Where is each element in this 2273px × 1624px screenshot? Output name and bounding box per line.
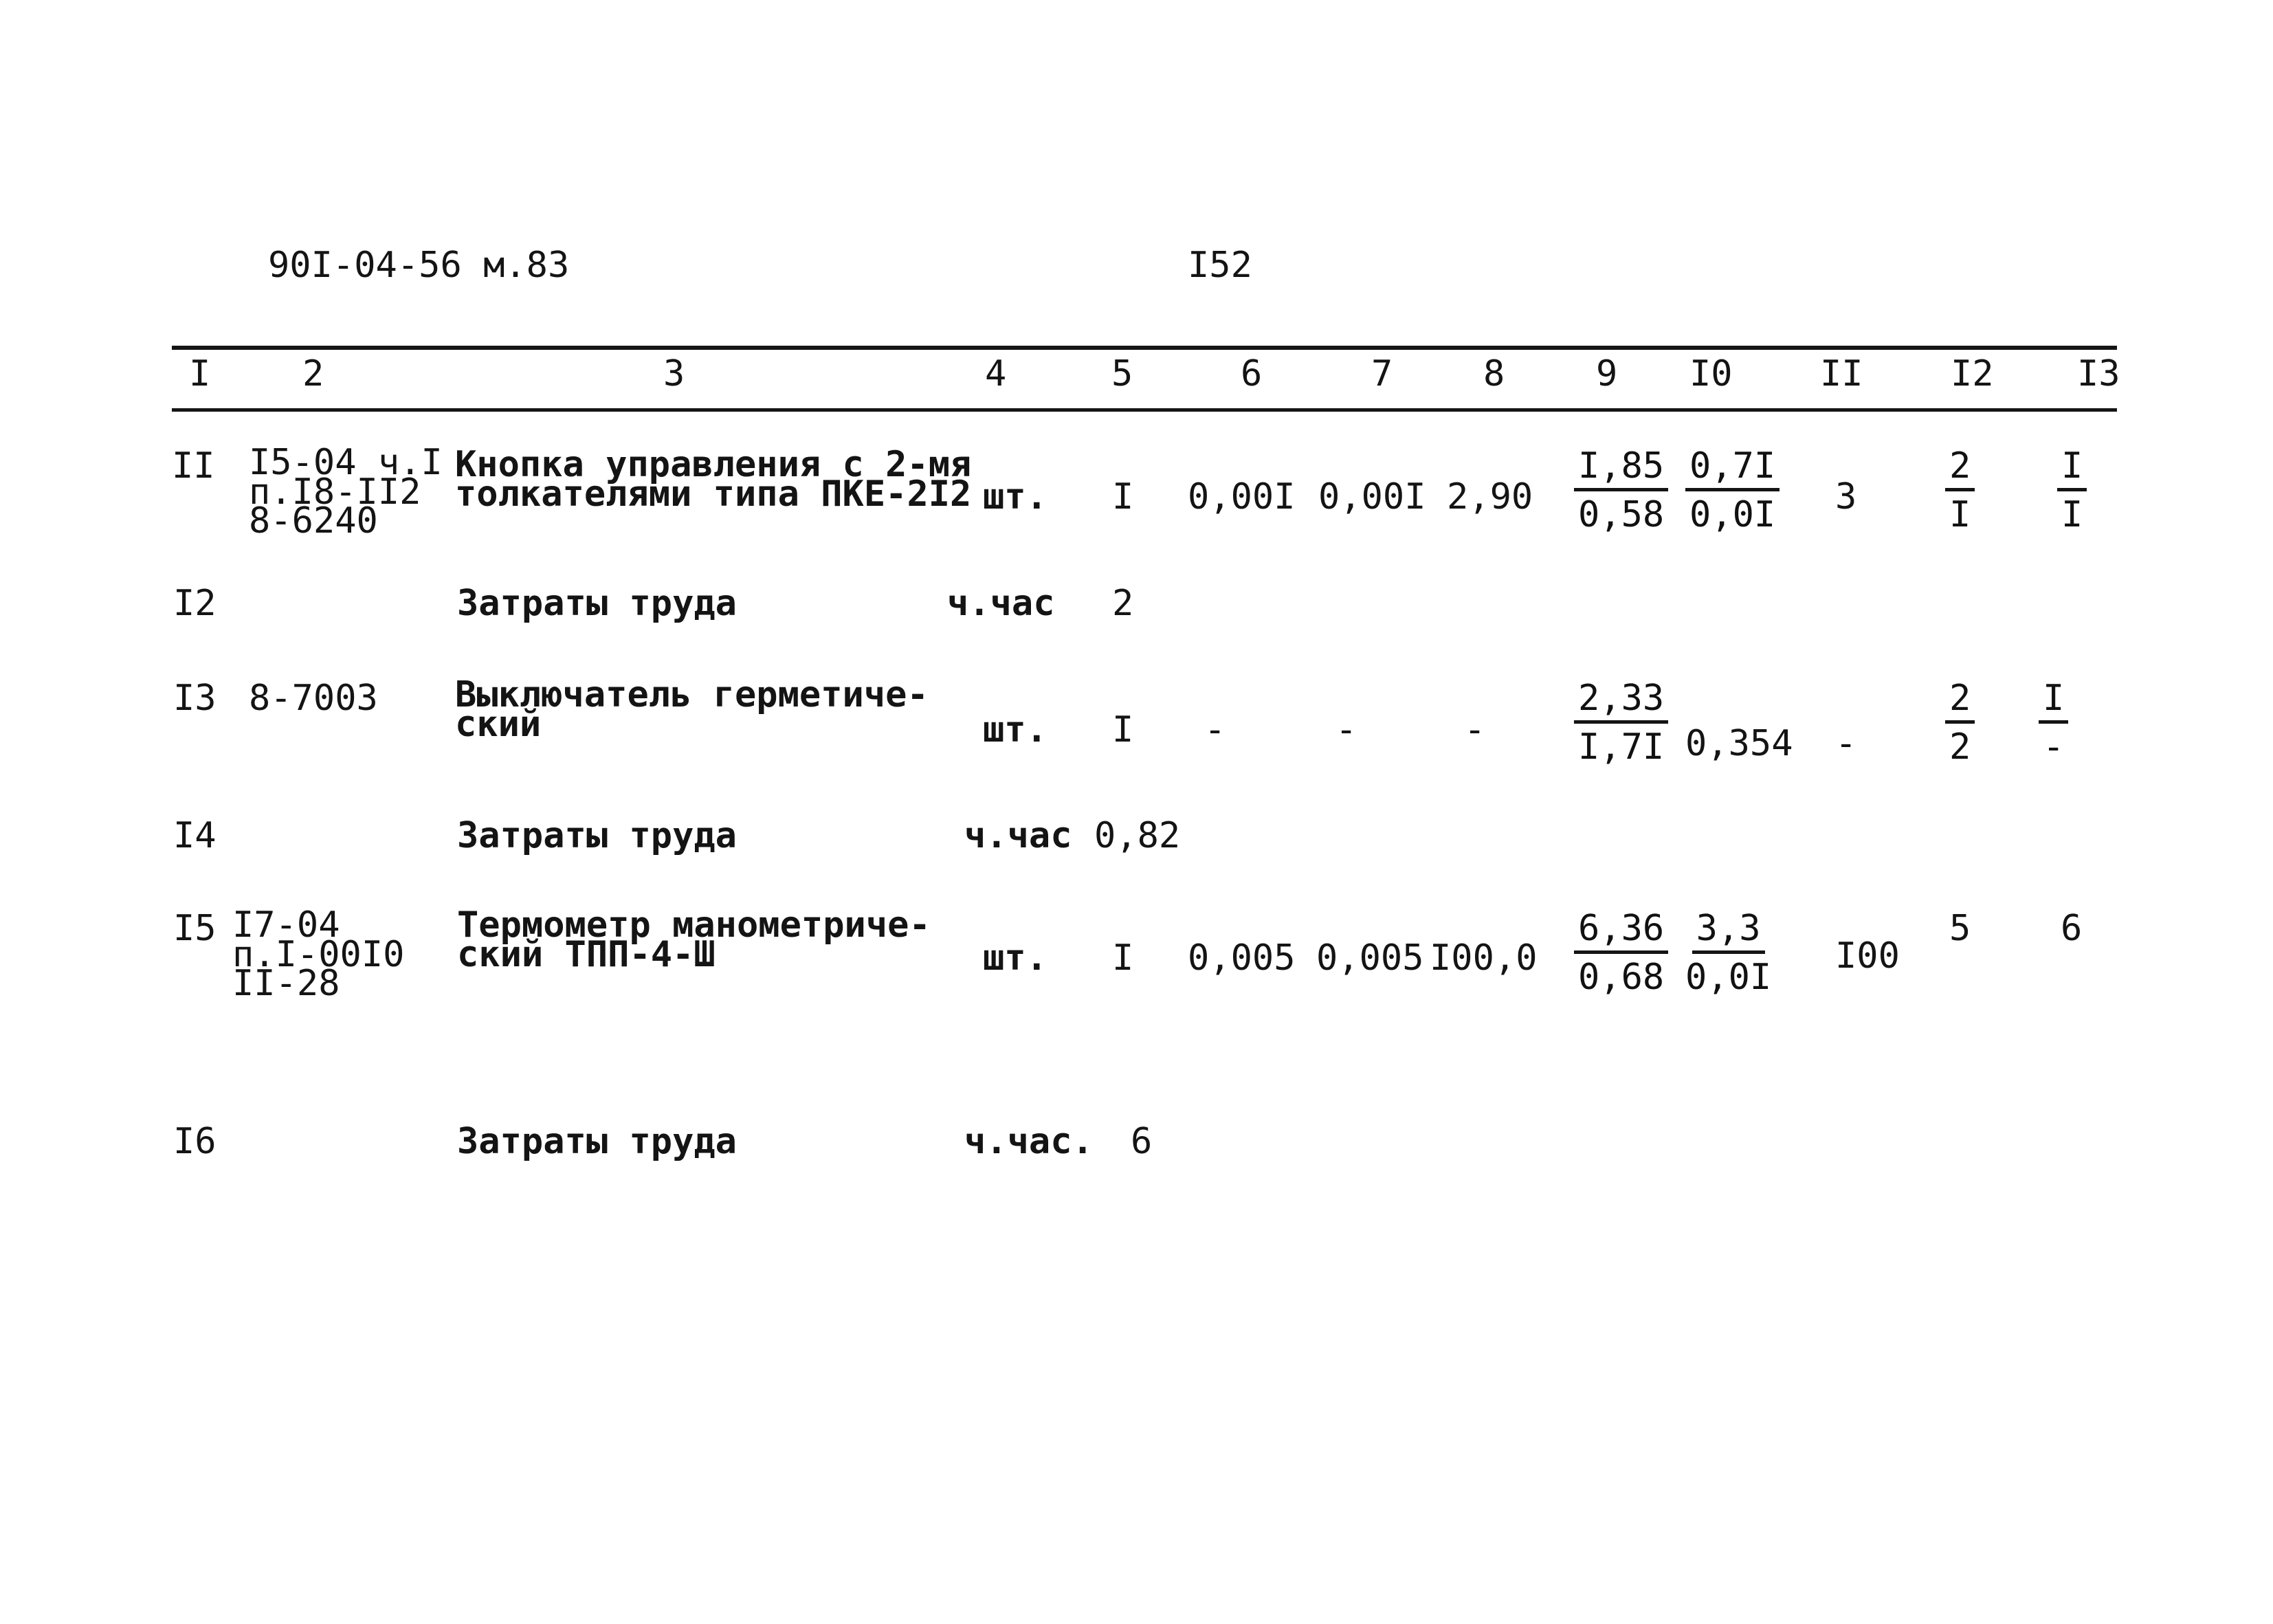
- ref-line: п.I8-II2: [249, 471, 421, 513]
- row-number: I3: [173, 678, 217, 719]
- row-number: I6: [173, 1121, 217, 1162]
- row-name: [455, 444, 972, 515]
- fraction-denominator: 0,0I: [1685, 957, 1772, 998]
- row-name: Затраты труда: [457, 583, 737, 624]
- fraction-denominator: 0,68: [1578, 957, 1665, 998]
- fraction-denominator: 0,58: [1578, 494, 1665, 535]
- fraction-denominator: I,7I: [1578, 726, 1665, 768]
- ref-line: п.I-00I0: [232, 933, 405, 975]
- row-col13-fraction: [2039, 678, 2068, 768]
- row-qty: I: [1112, 709, 1134, 750]
- row-unit: ч.час: [964, 815, 1072, 856]
- fraction-denominator: I: [2061, 494, 2083, 535]
- row-number: I5: [173, 908, 217, 949]
- row-col6: -: [1204, 709, 1226, 750]
- row-col10-fraction: [1685, 445, 1779, 535]
- col-header-7: 7: [1371, 353, 1393, 394]
- row-ref: [232, 904, 405, 1005]
- row-name: Затраты труда: [457, 1121, 737, 1162]
- fraction-denominator: -: [2043, 726, 2065, 768]
- row-number: II: [172, 445, 215, 487]
- col-header-10: I0: [1689, 353, 1733, 394]
- row-col9-fraction: [1574, 908, 1668, 998]
- page-number: I52: [1188, 245, 1252, 286]
- ref-line: I7-04: [232, 904, 340, 946]
- fraction-denominator: 0,0I: [1689, 494, 1776, 535]
- table-header-rule: [172, 408, 2117, 412]
- row-number: I4: [173, 815, 217, 856]
- fraction-numerator: I: [2057, 448, 2087, 491]
- row-qty: 6: [1131, 1121, 1153, 1162]
- row-unit: ч.час: [947, 583, 1055, 624]
- col-header-3: 3: [663, 353, 685, 394]
- row-unit: шт.: [983, 709, 1047, 750]
- fraction-numerator: 6,36: [1574, 911, 1668, 954]
- row-qty: I: [1112, 476, 1134, 518]
- row-col13: 6: [2061, 908, 2083, 949]
- row-ref: [249, 442, 443, 542]
- fraction-numerator: I,85: [1574, 448, 1668, 491]
- fraction-numerator: 2: [1945, 680, 1975, 724]
- row-unit: шт.: [983, 476, 1047, 518]
- row-col13-fraction: [2057, 445, 2087, 535]
- row-col11: 3: [1835, 476, 1857, 518]
- row-col6: 0,00I: [1188, 476, 1296, 518]
- table-top-rule: [172, 346, 2117, 350]
- row-qty: 0,82: [1094, 815, 1181, 856]
- ref-line: II-28: [232, 963, 340, 1005]
- col-header-11: II: [1820, 353, 1863, 394]
- row-col6: 0,005: [1188, 937, 1296, 979]
- ref-line: I5-04 ч.I: [249, 442, 443, 483]
- document-code: 90I-04-56 м.83: [268, 245, 570, 286]
- fraction-denominator: I: [1949, 494, 1971, 535]
- fraction-numerator: 3,3: [1692, 911, 1765, 954]
- col-header-9: 9: [1596, 353, 1618, 394]
- row-unit: шт.: [983, 937, 1047, 979]
- col-header-2: 2: [302, 353, 324, 394]
- name-line: Выключатель герметиче-: [455, 674, 929, 715]
- col-header-4: 4: [985, 353, 1007, 394]
- row-col12: 5: [1949, 908, 1971, 949]
- row-name: [455, 674, 929, 745]
- name-line: Кнопка управления с 2-мя: [455, 444, 972, 485]
- row-col8: -: [1464, 709, 1486, 750]
- row-col9-fraction: [1574, 678, 1668, 768]
- row-col7: 0,00I: [1318, 476, 1426, 518]
- row-col10-fraction: [1685, 908, 1772, 998]
- name-line: Термометр манометриче-: [457, 904, 931, 946]
- row-col12-fraction: [1945, 678, 1975, 768]
- row-col8: 2,90: [1447, 476, 1533, 518]
- row-col7: -: [1335, 709, 1357, 750]
- col-header-12: I2: [1951, 353, 1994, 394]
- row-qty: I: [1112, 937, 1134, 979]
- ref-line: 8-6240: [249, 500, 378, 542]
- col-header-5: 5: [1111, 353, 1133, 394]
- row-col10: 0,354: [1685, 723, 1793, 764]
- col-header-1: I: [189, 353, 211, 394]
- col-header-13: I3: [2077, 353, 2120, 394]
- row-name: Затраты труда: [457, 815, 737, 856]
- row-col7: 0,005: [1316, 937, 1424, 979]
- name-line: ский: [455, 703, 542, 745]
- row-col11: I00: [1835, 935, 1900, 977]
- row-col9-fraction: [1574, 445, 1668, 535]
- col-header-6: 6: [1241, 353, 1263, 394]
- col-header-8: 8: [1483, 353, 1505, 394]
- fraction-denominator: 2: [1949, 726, 1971, 768]
- row-col12-fraction: [1945, 445, 1975, 535]
- fraction-numerator: 2: [1945, 448, 1975, 491]
- row-qty: 2: [1112, 583, 1134, 624]
- row-col11: -: [1835, 723, 1857, 764]
- fraction-numerator: 0,7I: [1685, 448, 1779, 491]
- row-unit: ч.час.: [964, 1121, 1094, 1162]
- row-name: [457, 904, 931, 975]
- name-line: толкателями типа ПКЕ-2I2: [455, 473, 972, 515]
- fraction-numerator: I: [2039, 680, 2068, 724]
- name-line: ский ТПП-4-Ш: [457, 933, 716, 975]
- row-col8: I00,0: [1430, 937, 1538, 979]
- row-number: I2: [173, 583, 217, 624]
- fraction-numerator: 2,33: [1574, 680, 1668, 724]
- row-ref: 8-7003: [249, 678, 378, 719]
